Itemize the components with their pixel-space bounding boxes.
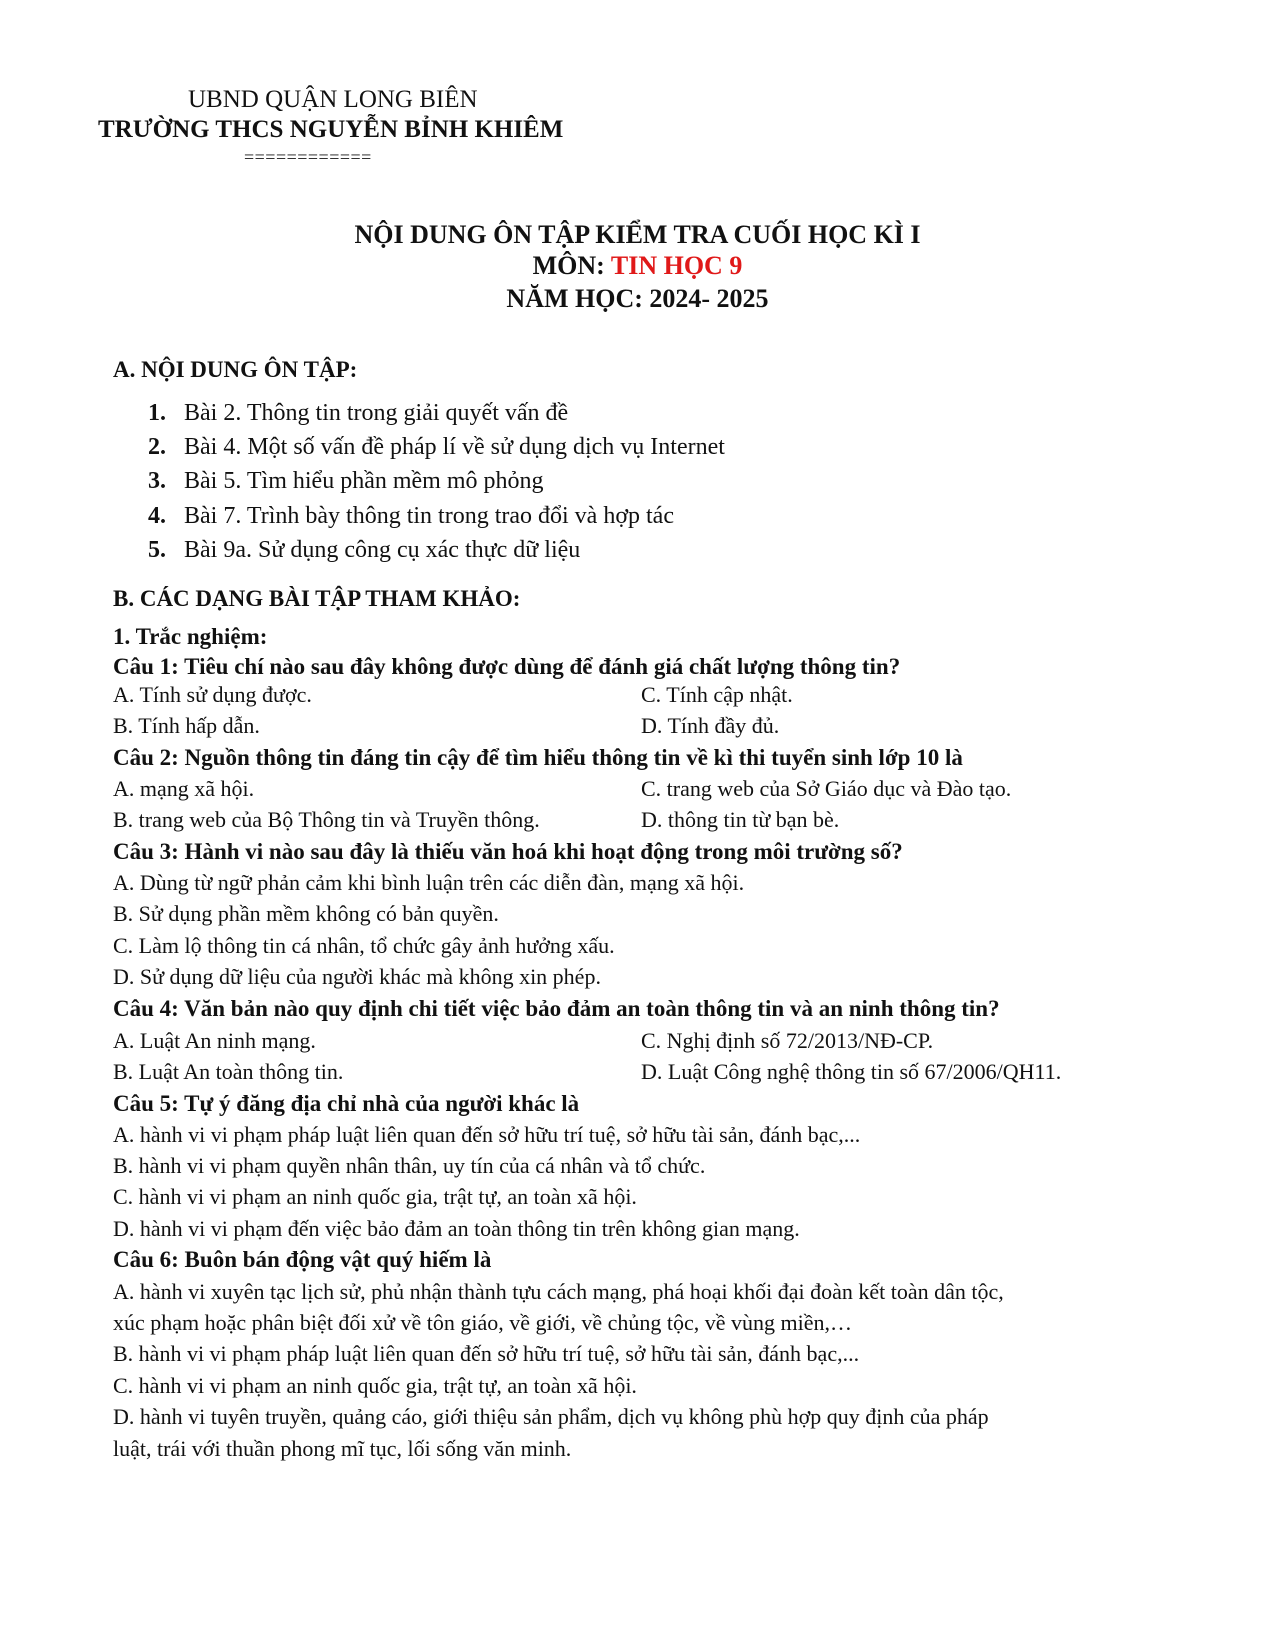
option-b: B. hành vi vi phạm quyền nhân thân, uy tín của cá nhân và tổ chức. [113,1153,706,1178]
section-b-subheading: 1. Trắc nghiệm: [113,624,268,649]
question-6: Câu 6: Buôn bán động vật quý hiếm là [113,1247,492,1272]
option-c: C. Làm lộ thông tin cá nhân, tổ chức gây ảnh hưởng xấu. [113,933,615,958]
review-item [148,398,568,428]
review-item [148,535,580,565]
question-5: Câu 5: Tự ý đăng địa chỉ nhà của người khác là [113,1091,580,1116]
review-item [148,432,725,462]
review-item [148,501,674,531]
option-d: D. Luật Công nghệ thông tin số 67/2006/QH11. [641,1059,1062,1084]
option-d: D. thông tin từ bạn bè. [641,807,840,832]
option-c: C. Nghị định số 72/2013/NĐ-CP. [641,1028,934,1053]
option-d: D. hành vi tuyên truyền, quảng cáo, giới thiệu sản phẩm, dịch vụ không phù hợp quy định của pháp [113,1404,989,1429]
subject-line [0,251,1275,281]
question-3: Câu 3: Hành vi nào sau đây là thiếu văn hoá khi hoạt động trong môi trường số? [113,839,903,864]
option-c: C. trang web của Sở Giáo dục và Đào tạo. [641,776,1012,801]
option-a: A. Dùng từ ngữ phản cảm khi bình luận trên các diễn đàn, mạng xã hội. [113,870,745,895]
option-b: B. Tính hấp dẫn. [113,713,260,738]
option-b: B. Luật An toàn thông tin. [113,1059,344,1084]
review-item-text: Bài 9a. Sử dụng công cụ xác thực dữ liệu [184,537,581,563]
option-d-continued: luật, trái với thuần phong mĩ tục, lối sống văn minh. [113,1436,572,1461]
school-year: NĂM HỌC: 2024- 2025 [506,284,769,313]
page-title: NỘI DUNG ÔN TẬP KIỂM TRA CUỐI HỌC KÌ I [354,220,921,249]
option-a: A. Luật An ninh mạng. [113,1028,316,1053]
option-a: A. mạng xã hội. [113,776,255,801]
question-1: Câu 1: Tiêu chí nào sau đây không được dùng để đánh giá chất lượng thông tin? [113,654,901,679]
district-name: UBND QUẬN LONG BIÊN [188,86,478,113]
option-c: C. hành vi vi phạm an ninh quốc gia, trật tự, an toàn xã hội. [113,1373,637,1398]
option-c: C. hành vi vi phạm an ninh quốc gia, trật tự, an toàn xã hội. [113,1184,637,1209]
review-item-number: 4. [148,503,166,529]
option-a: A. Tính sử dụng được. [113,682,312,707]
option-d: D. Sử dụng dữ liệu của người khác mà không xin phép. [113,964,601,989]
header-divider: ============ [244,147,372,167]
review-item-number: 2. [148,434,166,460]
option-d: D. Tính đầy đủ. [641,713,780,738]
review-item-text: Bài 5. Tìm hiểu phần mềm mô phỏng [184,468,544,494]
option-c: C. Tính cập nhật. [641,682,793,707]
option-a-continued: xúc phạm hoặc phân biệt đối xử về tôn giáo, về giới, về chủng tộc, về vùng miền,… [113,1310,852,1335]
section-b-heading: B. CÁC DẠNG BÀI TẬP THAM KHẢO: [113,586,521,611]
school-name: TRƯỜNG THCS NGUYỄN BỈNH KHIÊM [98,116,564,143]
subject-prefix: MÔN: [532,251,611,280]
option-b: B. trang web của Bộ Thông tin và Truyền thông. [113,807,540,832]
subject-name: TIN HỌC 9 [610,251,743,280]
review-item-text: Bài 4. Một số vấn đề pháp lí về sử dụng dịch vụ Internet [184,434,725,460]
section-a-heading: A. NỘI DUNG ÔN TẬP: [113,357,358,382]
review-item-number: 1. [148,400,166,426]
question-4: Câu 4: Văn bản nào quy định chi tiết việc bảo đảm an toàn thông tin và an ninh thông tin? [113,996,1000,1021]
option-a: A. hành vi xuyên tạc lịch sử, phủ nhận thành tựu cách mạng, phá hoại khối đại đoàn kết toàn dân tộc, [113,1279,1004,1304]
review-item-number: 5. [148,537,166,563]
option-b: B. Sử dụng phần mềm không có bản quyền. [113,901,499,926]
review-item-text: Bài 7. Trình bày thông tin trong trao đổi và hợp tác [184,503,674,529]
question-2: Câu 2: Nguồn thông tin đáng tin cậy để tìm hiểu thông tin về kì thi tuyển sinh lớp 10 là [113,745,963,770]
option-b: B. hành vi vi phạm pháp luật liên quan đến sở hữu trí tuệ, sở hữu tài sản, đánh bạc,... [113,1341,860,1366]
review-item-text: Bài 2. Thông tin trong giải quyết vấn đề [184,400,569,426]
option-a: A. hành vi vi phạm pháp luật liên quan đến sở hữu trí tuệ, sở hữu tài sản, đánh bạc,... [113,1122,861,1147]
review-item [148,466,544,496]
review-item-number: 3. [148,468,166,494]
option-d: D. hành vi vi phạm đến việc bảo đảm an toàn thông tin trên không gian mạng. [113,1216,800,1241]
